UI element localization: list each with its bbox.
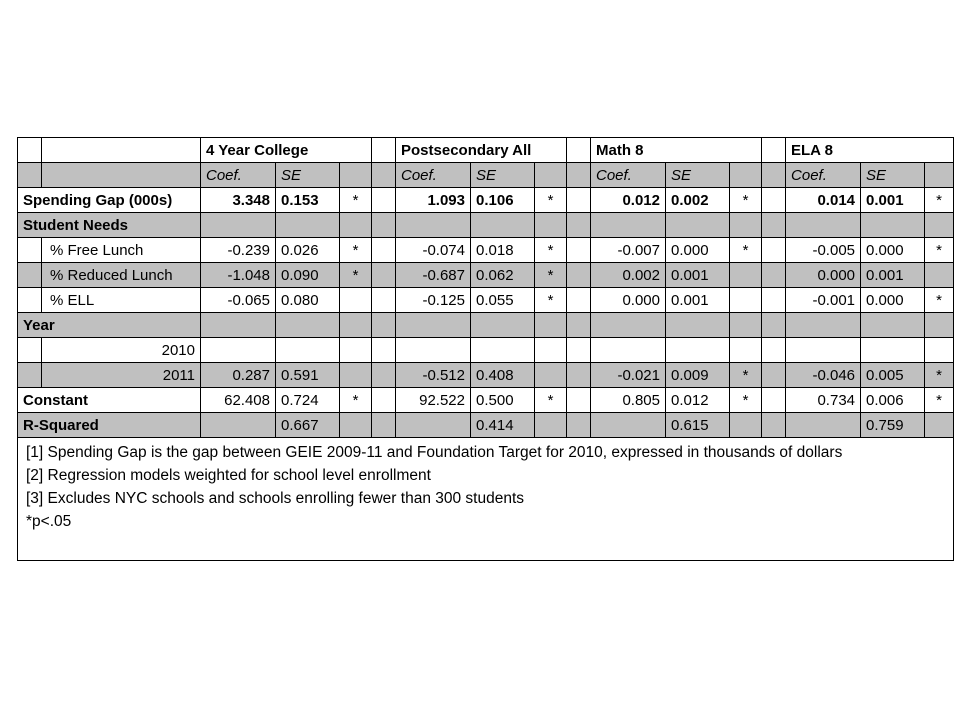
se-value: 0.026 [276, 238, 340, 263]
coef-value: 0.805 [591, 388, 666, 413]
sig-marker: * [730, 363, 762, 388]
table-row-free-lunch [18, 238, 954, 263]
empty-cell [535, 338, 567, 363]
empty-cell [666, 213, 730, 238]
se-value: 0.018 [471, 238, 535, 263]
section-label: Student Needs [18, 213, 201, 238]
empty-cell [201, 213, 276, 238]
blank-cell [42, 163, 201, 188]
se-value: 0.001 [666, 263, 730, 288]
empty-cell [396, 313, 471, 338]
se-value: 0.001 [666, 288, 730, 313]
coef-value: 0.012 [591, 188, 666, 213]
empty-cell [730, 313, 762, 338]
se-value: 0.500 [471, 388, 535, 413]
coef-value: -0.005 [786, 238, 861, 263]
spacer-cell [567, 213, 591, 238]
spacer-cell [567, 138, 591, 163]
empty-cell [730, 413, 762, 438]
se-value: 0.001 [861, 188, 925, 213]
sig-marker [340, 288, 372, 313]
sig-marker: * [340, 388, 372, 413]
table-row-constant [18, 388, 954, 413]
sig-header [925, 163, 954, 188]
coef-header: Coef. [786, 163, 861, 188]
se-value: 0.000 [861, 238, 925, 263]
empty-cell [861, 338, 925, 363]
se-value: 0.591 [276, 363, 340, 388]
empty-cell [396, 338, 471, 363]
note-2: [2] Regression models weighted for school level enrollment [26, 467, 431, 484]
spacer-cell [372, 313, 396, 338]
outcome-header-row [18, 138, 954, 163]
empty-cell [201, 413, 276, 438]
spacer-cell [762, 313, 786, 338]
empty-cell [201, 313, 276, 338]
sig-marker: * [730, 388, 762, 413]
empty-cell [730, 213, 762, 238]
se-value: 0.055 [471, 288, 535, 313]
empty-cell [925, 338, 954, 363]
indent-cell [18, 363, 42, 388]
empty-cell [535, 213, 567, 238]
se-header: SE [471, 163, 535, 188]
empty-cell [861, 313, 925, 338]
spacer-cell [567, 263, 591, 288]
spacer-cell [762, 288, 786, 313]
sig-marker: * [925, 188, 954, 213]
coef-value: -0.687 [396, 263, 471, 288]
se-value: 0.724 [276, 388, 340, 413]
spacer-cell [762, 363, 786, 388]
spacer-cell [372, 363, 396, 388]
empty-cell [591, 313, 666, 338]
sig-marker: * [925, 388, 954, 413]
empty-cell [666, 338, 730, 363]
notes-row [18, 438, 954, 561]
row-label: % Free Lunch [42, 238, 201, 263]
spacer-cell [372, 338, 396, 363]
indent-cell [18, 263, 42, 288]
indent-cell [18, 288, 42, 313]
sig-marker [925, 263, 954, 288]
se-value: 0.106 [471, 188, 535, 213]
outcome-header-ela8: ELA 8 [786, 138, 954, 163]
indent-cell [18, 238, 42, 263]
empty-cell [276, 338, 340, 363]
spacer-cell [567, 413, 591, 438]
coef-value: 0.734 [786, 388, 861, 413]
sig-header [535, 163, 567, 188]
sig-header [340, 163, 372, 188]
se-value: 0.408 [471, 363, 535, 388]
empty-cell [591, 413, 666, 438]
table-row-ell [18, 288, 954, 313]
row-label: Spending Gap (000s) [18, 188, 201, 213]
empty-cell [925, 413, 954, 438]
blank-cell [42, 138, 201, 163]
spacer-cell [567, 288, 591, 313]
outcome-header-math8: Math 8 [591, 138, 762, 163]
table-row-2011 [18, 363, 954, 388]
empty-cell [340, 413, 372, 438]
spacer-cell [567, 238, 591, 263]
coef-value: -1.048 [201, 263, 276, 288]
sig-marker: * [925, 363, 954, 388]
table-row-r-squared [18, 413, 954, 438]
sig-marker [730, 263, 762, 288]
empty-cell [340, 338, 372, 363]
spacer-cell [372, 238, 396, 263]
empty-cell [861, 213, 925, 238]
spacer-cell [372, 263, 396, 288]
sig-marker: * [535, 288, 567, 313]
empty-cell [786, 313, 861, 338]
se-value: 0.005 [861, 363, 925, 388]
se-value: 0.153 [276, 188, 340, 213]
sig-marker [535, 363, 567, 388]
table-row-2010 [18, 338, 954, 363]
row-label: 2010 [42, 338, 201, 363]
coef-header: Coef. [396, 163, 471, 188]
coef-value: -0.007 [591, 238, 666, 263]
spacer-cell [567, 338, 591, 363]
r-squared-value: 0.667 [276, 413, 340, 438]
coef-value: 92.522 [396, 388, 471, 413]
spacer-cell [372, 138, 396, 163]
coef-header: Coef. [201, 163, 276, 188]
subheader-row [18, 163, 954, 188]
section-label: Year [18, 313, 201, 338]
table-row-year [18, 313, 954, 338]
empty-cell [535, 413, 567, 438]
coef-value: 0.287 [201, 363, 276, 388]
sig-marker: * [535, 388, 567, 413]
spacer-cell [762, 213, 786, 238]
coef-value: -0.512 [396, 363, 471, 388]
r-squared-value: 0.615 [666, 413, 730, 438]
se-value: 0.002 [666, 188, 730, 213]
blank-cell [18, 163, 42, 188]
sig-marker: * [535, 263, 567, 288]
empty-cell [591, 338, 666, 363]
row-label: 2011 [42, 363, 201, 388]
spacer-cell [567, 313, 591, 338]
spacer-cell [372, 288, 396, 313]
empty-cell [535, 313, 567, 338]
empty-cell [786, 338, 861, 363]
se-header: SE [666, 163, 730, 188]
sig-marker [340, 363, 372, 388]
coef-value: -0.239 [201, 238, 276, 263]
spacer-cell [762, 138, 786, 163]
coef-value: 0.002 [591, 263, 666, 288]
sig-marker: * [730, 238, 762, 263]
spacer-cell [762, 163, 786, 188]
spacer-cell [372, 188, 396, 213]
se-value: 0.001 [861, 263, 925, 288]
sig-marker: * [535, 238, 567, 263]
empty-cell [201, 338, 276, 363]
empty-cell [730, 338, 762, 363]
regression-table-container [17, 137, 949, 561]
empty-cell [396, 213, 471, 238]
row-label: Constant [18, 388, 201, 413]
empty-cell [925, 313, 954, 338]
coef-value: 0.000 [786, 263, 861, 288]
spacer-cell [762, 238, 786, 263]
se-header: SE [276, 163, 340, 188]
spacer-cell [762, 263, 786, 288]
se-value: 0.012 [666, 388, 730, 413]
coef-value: -0.046 [786, 363, 861, 388]
table-row-reduced-lunch [18, 263, 954, 288]
sig-marker: * [340, 238, 372, 263]
note-3: [3] Excludes NYC schools and schools enrolling fewer than 300 students [26, 490, 525, 507]
coef-value: -0.074 [396, 238, 471, 263]
spacer-cell [567, 363, 591, 388]
empty-cell [471, 338, 535, 363]
spacer-cell [372, 413, 396, 438]
sig-marker: * [340, 263, 372, 288]
row-label: R-Squared [18, 413, 201, 438]
table-row-spending-gap [18, 188, 954, 213]
spacer-cell [762, 413, 786, 438]
coef-value: 1.093 [396, 188, 471, 213]
empty-cell [276, 213, 340, 238]
spacer-cell [762, 338, 786, 363]
coef-value: 62.408 [201, 388, 276, 413]
coef-value: -0.001 [786, 288, 861, 313]
outcome-header-4yr-college: 4 Year College [201, 138, 372, 163]
se-header: SE [861, 163, 925, 188]
spacer-cell [567, 188, 591, 213]
note-significance: *p<.05 [26, 513, 72, 530]
se-value: 0.080 [276, 288, 340, 313]
spacer-cell [567, 163, 591, 188]
sig-marker: * [925, 238, 954, 263]
se-value: 0.009 [666, 363, 730, 388]
empty-cell [340, 313, 372, 338]
regression-table [17, 137, 954, 561]
empty-cell [340, 213, 372, 238]
empty-cell [471, 213, 535, 238]
sig-marker [730, 288, 762, 313]
empty-cell [276, 313, 340, 338]
coef-value: -0.125 [396, 288, 471, 313]
note-1: [1] Spending Gap is the gap between GEIE 2009-11 and Foundation Target for 2010, expressed in thousands of dollars [26, 444, 843, 461]
sig-header [730, 163, 762, 188]
sig-marker: * [730, 188, 762, 213]
row-label: % Reduced Lunch [42, 263, 201, 288]
table-row-student-needs [18, 213, 954, 238]
spacer-cell [762, 388, 786, 413]
sig-marker: * [340, 188, 372, 213]
spacer-cell [372, 163, 396, 188]
sig-marker: * [535, 188, 567, 213]
empty-cell [786, 413, 861, 438]
r-squared-value: 0.759 [861, 413, 925, 438]
indent-cell [18, 338, 42, 363]
r-squared-value: 0.414 [471, 413, 535, 438]
spacer-cell [567, 388, 591, 413]
spacer-cell [372, 213, 396, 238]
coef-header: Coef. [591, 163, 666, 188]
empty-cell [666, 313, 730, 338]
se-value: 0.000 [861, 288, 925, 313]
spacer-cell [372, 388, 396, 413]
coef-value: 3.348 [201, 188, 276, 213]
se-value: 0.000 [666, 238, 730, 263]
coef-value: 0.000 [591, 288, 666, 313]
sig-marker: * [925, 288, 954, 313]
coef-value: 0.014 [786, 188, 861, 213]
blank-cell [18, 138, 42, 163]
table-notes [18, 438, 954, 561]
empty-cell [591, 213, 666, 238]
spacer-cell [762, 188, 786, 213]
empty-cell [471, 313, 535, 338]
row-label: % ELL [42, 288, 201, 313]
empty-cell [786, 213, 861, 238]
coef-value: -0.065 [201, 288, 276, 313]
coef-value: -0.021 [591, 363, 666, 388]
outcome-header-postsecondary: Postsecondary All [396, 138, 567, 163]
se-value: 0.062 [471, 263, 535, 288]
empty-cell [396, 413, 471, 438]
se-value: 0.006 [861, 388, 925, 413]
se-value: 0.090 [276, 263, 340, 288]
empty-cell [925, 213, 954, 238]
